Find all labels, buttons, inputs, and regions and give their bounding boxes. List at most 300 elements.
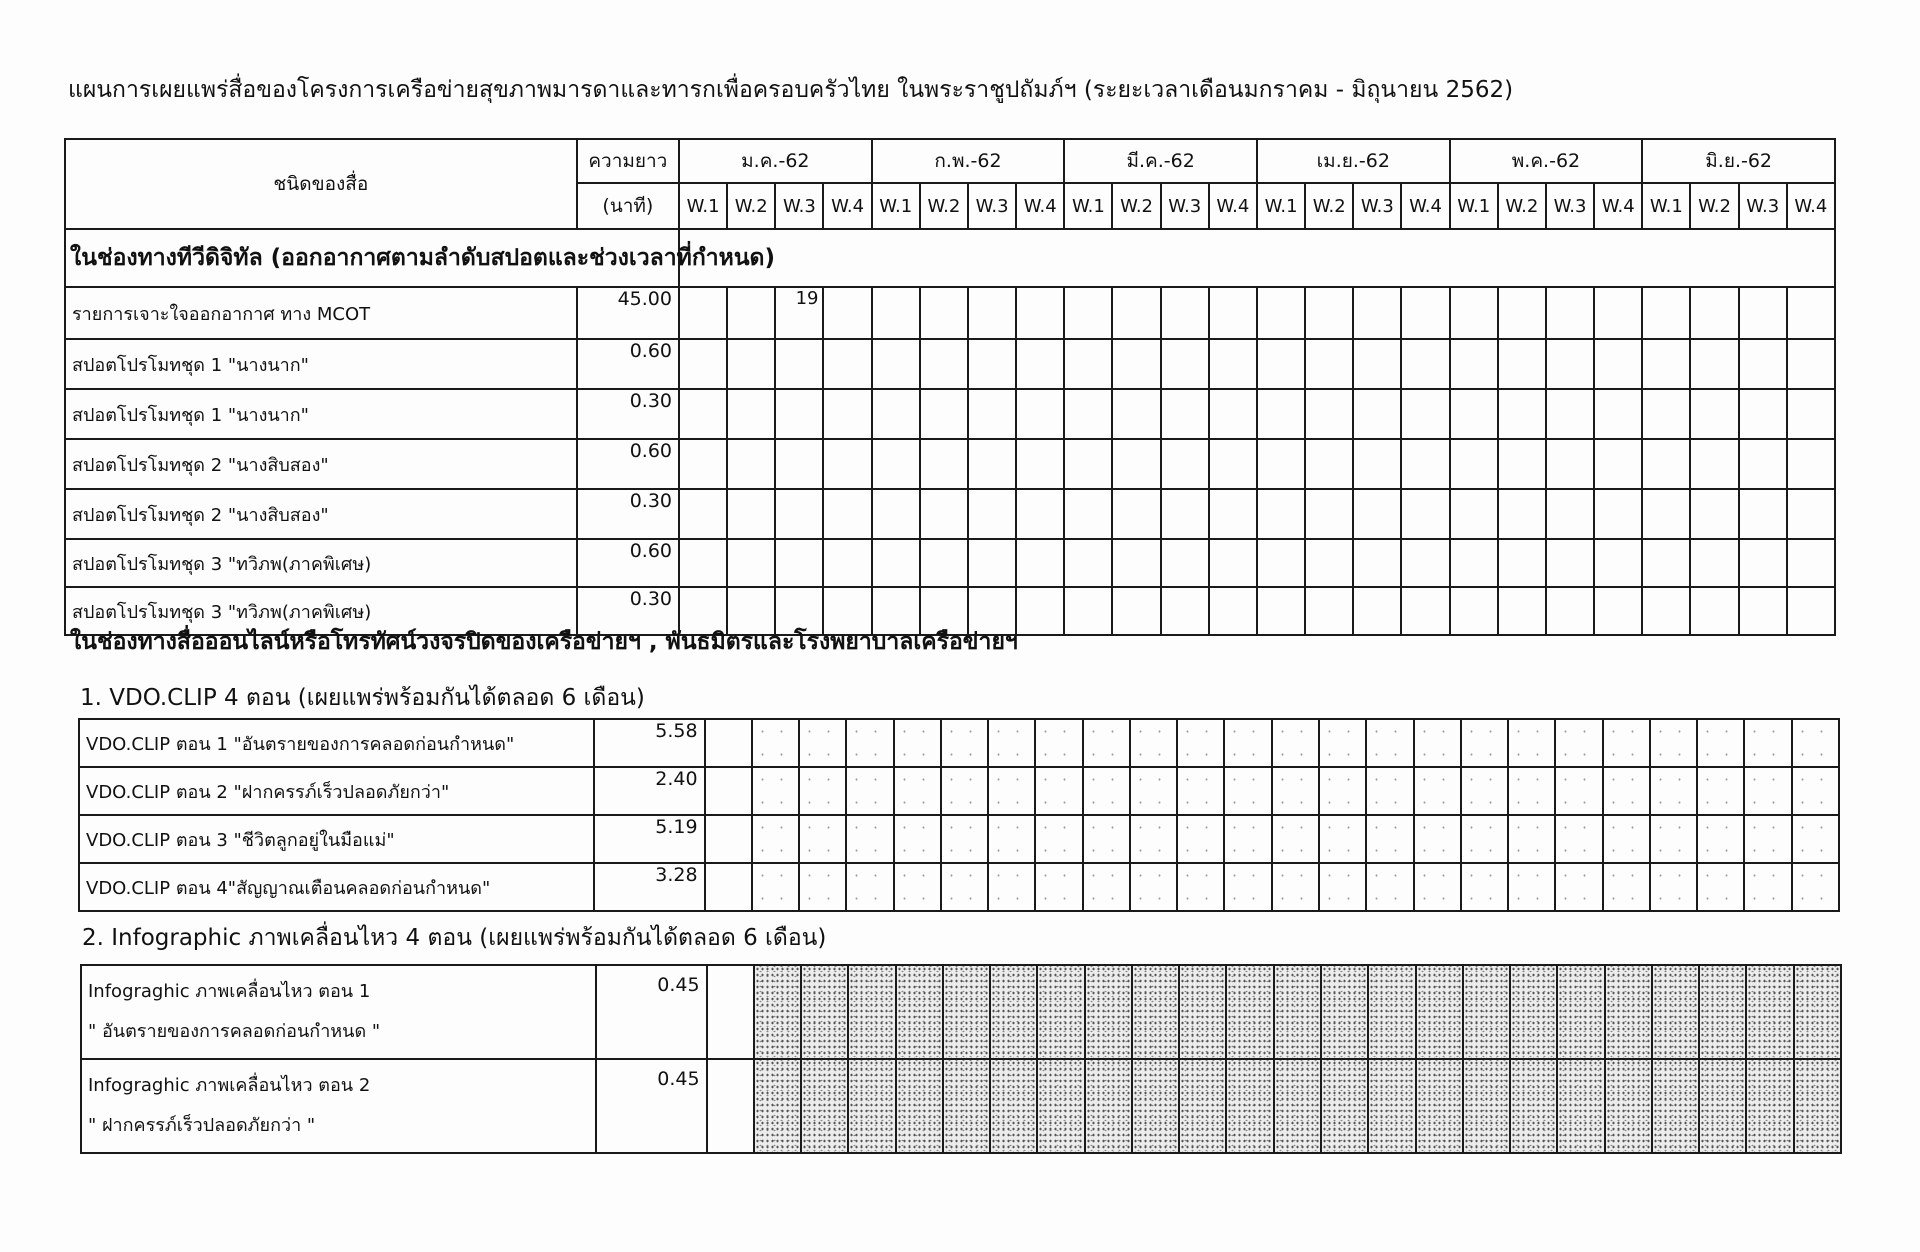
schedule-cell: [1746, 965, 1793, 1059]
schedule-cell: [848, 1059, 895, 1153]
schedule-cell: [1085, 965, 1132, 1059]
week-header: W.3: [1546, 183, 1594, 229]
schedule-cell: [679, 339, 727, 389]
schedule-cell: [1557, 1059, 1604, 1153]
media-name: สปอตโปรโมทชุด 2 "นางสิบสอง": [65, 489, 577, 539]
schedule-cell: [1546, 339, 1594, 389]
schedule-cell: [1161, 339, 1209, 389]
week-header: W.1: [1064, 183, 1112, 229]
schedule-cell: [1083, 719, 1130, 767]
schedule-cell: [1739, 489, 1787, 539]
schedule-cell: [1461, 815, 1508, 863]
week-header: W.4: [1401, 183, 1449, 229]
schedule-cell: [1787, 389, 1835, 439]
media-type-header: [65, 139, 577, 229]
schedule-cell: [941, 815, 988, 863]
week-header: W.2: [1498, 183, 1546, 229]
length-unit-header: (นาที): [577, 183, 679, 229]
schedule-cell: [1130, 767, 1177, 815]
schedule-cell: [1368, 1059, 1415, 1153]
section-tv-empty: [679, 229, 1835, 287]
schedule-cell: [1690, 389, 1738, 439]
schedule-cell: [1274, 1059, 1321, 1153]
schedule-cell: [1642, 287, 1690, 339]
month-header: พ.ค.-62: [1450, 139, 1643, 183]
schedule-cell: [1319, 767, 1366, 815]
schedule-cell: [1161, 287, 1209, 339]
schedule-cell: [1401, 389, 1449, 439]
media-length: 5.19: [594, 815, 705, 863]
schedule-cell: [823, 489, 871, 539]
schedule-cell: [1401, 339, 1449, 389]
schedule-cell: [1272, 767, 1319, 815]
schedule-cell: [1642, 339, 1690, 389]
schedule-cell: [1690, 489, 1738, 539]
schedule-cell: [872, 389, 920, 439]
schedule-cell: [1414, 863, 1461, 911]
schedule-cell: [705, 767, 752, 815]
table-row: [81, 965, 1841, 1059]
schedule-cell: [1739, 439, 1787, 489]
schedule-cell: [799, 815, 846, 863]
month-header: ม.ค.-62: [679, 139, 872, 183]
schedule-cell: [1642, 539, 1690, 587]
schedule-cell: [1699, 1059, 1746, 1153]
schedule-cell: [775, 489, 823, 539]
schedule-cell: [1739, 587, 1787, 635]
schedule-cell: [1510, 965, 1557, 1059]
info-schedule-table: [80, 964, 1842, 1154]
table-row: [65, 339, 1835, 389]
schedule-cell: [1739, 389, 1787, 439]
schedule-cell: [799, 767, 846, 815]
schedule-cell: [1739, 339, 1787, 389]
media-name-line2: " ฝากครรภ์เร็วปลอดภัยกว่า ": [88, 1115, 316, 1136]
schedule-cell: [846, 815, 893, 863]
schedule-cell: [1257, 439, 1305, 489]
schedule-cell: [894, 815, 941, 863]
schedule-cell: [1594, 439, 1642, 489]
schedule-cell: [1209, 587, 1257, 635]
media-length: 0.30: [577, 587, 679, 635]
schedule-cell: [1690, 587, 1738, 635]
schedule-cell: [1257, 489, 1305, 539]
schedule-cell: [1787, 287, 1835, 339]
schedule-cell: [1594, 287, 1642, 339]
schedule-cell: [920, 539, 968, 587]
schedule-cell: [1083, 815, 1130, 863]
media-length: 0.60: [577, 539, 679, 587]
schedule-cell: [752, 767, 799, 815]
table-row: [81, 1059, 1841, 1153]
schedule-cell: [1366, 767, 1413, 815]
schedule-cell: [1603, 815, 1650, 863]
schedule-cell: [1366, 719, 1413, 767]
schedule-cell: 19: [775, 287, 823, 339]
schedule-cell: [823, 339, 871, 389]
schedule-cell: [1546, 439, 1594, 489]
schedule-cell: [1650, 815, 1697, 863]
schedule-cell: [1792, 767, 1839, 815]
schedule-cell: [1224, 767, 1271, 815]
schedule-cell: [1366, 863, 1413, 911]
schedule-cell: [920, 389, 968, 439]
schedule-cell: [1353, 439, 1401, 489]
schedule-cell: [1450, 287, 1498, 339]
schedule-cell: [775, 539, 823, 587]
media-length: 5.58: [594, 719, 705, 767]
media-length: 0.30: [577, 389, 679, 439]
schedule-cell: [1368, 965, 1415, 1059]
schedule-cell: [1699, 965, 1746, 1059]
schedule-cell: [1321, 1059, 1368, 1153]
schedule-cell: [1064, 287, 1112, 339]
week-header: W.2: [1690, 183, 1738, 229]
schedule-cell: [1416, 965, 1463, 1059]
schedule-cell: [1177, 719, 1224, 767]
schedule-cell: [1744, 719, 1791, 767]
week-header: W.3: [1353, 183, 1401, 229]
schedule-cell: [1787, 489, 1835, 539]
schedule-cell: [968, 339, 1016, 389]
section-online-title: ในช่องทางสื่อออนไลน์หรือโทรทัศน์วงจรปิดของเครือข่ายฯ , พันธมิตรและโรงพยาบาลเครือข่ายฯ: [70, 629, 1018, 655]
media-name: VDO.CLIP ตอน 2 "ฝากครรภ์เร็วปลอดภัยกว่า": [79, 767, 594, 815]
schedule-cell: [894, 767, 941, 815]
media-name: VDO.CLIP ตอน 1 "อันตรายของการคลอดก่อนกำหนด": [79, 719, 594, 767]
media-name-line1: Infograghic ภาพเคลื่อนไหว ตอน 2: [88, 1075, 371, 1096]
schedule-cell: [1508, 815, 1555, 863]
schedule-cell: [1642, 489, 1690, 539]
schedule-cell: [707, 965, 754, 1059]
schedule-cell: [1690, 287, 1738, 339]
schedule-cell: [1112, 287, 1160, 339]
schedule-cell: [1461, 863, 1508, 911]
schedule-cell: [1035, 767, 1082, 815]
media-name: รายการเจาะใจออกอากาศ ทาง MCOT: [65, 287, 577, 339]
schedule-cell: [1319, 719, 1366, 767]
schedule-cell: [1546, 587, 1594, 635]
schedule-cell: [1463, 965, 1510, 1059]
schedule-cell: [1746, 1059, 1793, 1153]
schedule-cell: [1744, 815, 1791, 863]
schedule-cell: [1132, 965, 1179, 1059]
schedule-cell: [1555, 815, 1602, 863]
week-header: W.3: [775, 183, 823, 229]
schedule-cell: [968, 539, 1016, 587]
schedule-cell: [1035, 815, 1082, 863]
schedule-cell: [1130, 719, 1177, 767]
schedule-cell: [1697, 767, 1744, 815]
schedule-cell: [775, 339, 823, 389]
media-name: สปอตโปรโมทชุด 3 "ทวิภพ(ภาคพิเศษ): [65, 587, 577, 635]
schedule-cell: [1016, 439, 1064, 489]
schedule-cell: [1498, 389, 1546, 439]
schedule-cell: [823, 439, 871, 489]
schedule-cell: [1642, 389, 1690, 439]
schedule-cell: [1064, 389, 1112, 439]
schedule-cell: [752, 719, 799, 767]
schedule-cell: [1594, 587, 1642, 635]
schedule-cell: [1792, 815, 1839, 863]
schedule-cell: [990, 965, 1037, 1059]
schedule-cell: [941, 767, 988, 815]
schedule-cell: [1016, 539, 1064, 587]
schedule-cell: [894, 719, 941, 767]
schedule-cell: [1305, 587, 1353, 635]
schedule-cell: [1177, 767, 1224, 815]
schedule-cell: [1401, 539, 1449, 587]
schedule-cell: [848, 965, 895, 1059]
schedule-cell: [1161, 587, 1209, 635]
schedule-cell: [920, 287, 968, 339]
schedule-cell: [1690, 339, 1738, 389]
schedule-cell: [1510, 1059, 1557, 1153]
schedule-cell: [679, 287, 727, 339]
table-row: [65, 539, 1835, 587]
schedule-cell: [1594, 339, 1642, 389]
schedule-cell: [775, 389, 823, 439]
schedule-cell: [1401, 489, 1449, 539]
schedule-cell: [823, 389, 871, 439]
schedule-cell: [727, 489, 775, 539]
schedule-cell: [968, 489, 1016, 539]
schedule-cell: [727, 539, 775, 587]
schedule-cell: [1546, 489, 1594, 539]
schedule-cell: [1064, 339, 1112, 389]
schedule-cell: [920, 439, 968, 489]
schedule-cell: [1321, 965, 1368, 1059]
schedule-cell: [1257, 287, 1305, 339]
schedule-cell: [1209, 489, 1257, 539]
schedule-cell: [1744, 863, 1791, 911]
media-length: 0.60: [577, 439, 679, 489]
schedule-cell: [1508, 863, 1555, 911]
schedule-cell: [679, 389, 727, 439]
schedule-cell: [941, 863, 988, 911]
media-name: VDO.CLIP ตอน 3 "ชีวิตลูกอยู่ในมือแม่": [79, 815, 594, 863]
schedule-cell: [1498, 287, 1546, 339]
schedule-cell: [1112, 489, 1160, 539]
schedule-cell: [679, 439, 727, 489]
schedule-cell: [1179, 965, 1226, 1059]
schedule-cell: [1016, 339, 1064, 389]
schedule-cell: [1161, 439, 1209, 489]
schedule-cell: [1305, 389, 1353, 439]
page-title: แผนการเผยแพร่สื่อของโครงการเครือข่ายสุขภาพมารดาและทารกเพื่อครอบครัวไทย ในพระราชูปถัมภ์ฯ (ระยะเวลาเดือนมกราคม - มิถุนายน 2562): [68, 77, 1514, 103]
schedule-cell: [823, 539, 871, 587]
schedule-cell: [801, 1059, 848, 1153]
schedule-cell: [679, 539, 727, 587]
schedule-cell: [846, 719, 893, 767]
schedule-cell: [705, 815, 752, 863]
vdo-schedule-table: [78, 718, 1840, 912]
schedule-cell: [1546, 539, 1594, 587]
schedule-cell: [1498, 339, 1546, 389]
schedule-cell: [894, 863, 941, 911]
schedule-cell: [1226, 1059, 1273, 1153]
schedule-cell: [1739, 287, 1787, 339]
table-row: [65, 287, 1835, 339]
schedule-cell: [872, 539, 920, 587]
schedule-cell: [1305, 439, 1353, 489]
schedule-cell: [1508, 719, 1555, 767]
schedule-cell: [1416, 1059, 1463, 1153]
schedule-cell: [872, 489, 920, 539]
schedule-cell: [1132, 1059, 1179, 1153]
table-row: [79, 815, 1839, 863]
media-length: 2.40: [594, 767, 705, 815]
schedule-cell: [1794, 1059, 1841, 1153]
schedule-cell: [1690, 439, 1738, 489]
schedule-cell: [872, 339, 920, 389]
schedule-cell: [1305, 539, 1353, 587]
schedule-cell: [1209, 539, 1257, 587]
schedule-cell: [1697, 863, 1744, 911]
media-name: สปอตโปรโมทชุด 2 "นางสิบสอง": [65, 439, 577, 489]
schedule-cell: [846, 767, 893, 815]
schedule-cell: [920, 489, 968, 539]
schedule-cell: [1353, 489, 1401, 539]
schedule-cell: [1272, 719, 1319, 767]
schedule-cell: [1414, 815, 1461, 863]
schedule-cell: [1319, 863, 1366, 911]
schedule-cell: [1016, 587, 1064, 635]
week-header: W.2: [727, 183, 775, 229]
schedule-cell: [1224, 719, 1271, 767]
schedule-cell: [1083, 863, 1130, 911]
schedule-cell: [1130, 815, 1177, 863]
schedule-cell: [1226, 965, 1273, 1059]
schedule-cell: [1161, 539, 1209, 587]
schedule-cell: [799, 719, 846, 767]
schedule-cell: [1130, 863, 1177, 911]
schedule-cell: [1744, 767, 1791, 815]
schedule-cell: [799, 863, 846, 911]
schedule-cell: [1463, 1059, 1510, 1153]
schedule-cell: [1209, 339, 1257, 389]
schedule-cell: [1037, 965, 1084, 1059]
schedule-cell: [1401, 439, 1449, 489]
section-tv-title: ในช่องทางทีวีดิจิทัล (ออกอากาศตามลำดับสปอตและช่วงเวลาที่กำหนด): [65, 229, 679, 287]
schedule-cell: [1016, 287, 1064, 339]
schedule-cell: [1794, 965, 1841, 1059]
week-header: W.4: [1594, 183, 1642, 229]
schedule-cell: [1037, 1059, 1084, 1153]
table-row: [79, 863, 1839, 911]
schedule-cell: [1498, 439, 1546, 489]
media-name: สปอตโปรโมทชุด 1 "นางนาก": [65, 339, 577, 389]
schedule-cell: [1792, 719, 1839, 767]
schedule-cell: [1305, 339, 1353, 389]
schedule-cell: [1697, 815, 1744, 863]
schedule-cell: [990, 1059, 1037, 1153]
schedule-cell: [1652, 1059, 1699, 1153]
schedule-cell: [1401, 287, 1449, 339]
schedule-cell: [1690, 539, 1738, 587]
media-name: สปอตโปรโมทชุด 1 "นางนาก": [65, 389, 577, 439]
schedule-cell: [1353, 339, 1401, 389]
week-header: W.2: [1112, 183, 1160, 229]
schedule-cell: [1179, 1059, 1226, 1153]
schedule-cell: [1319, 815, 1366, 863]
table-row: [79, 719, 1839, 767]
schedule-cell: [1161, 489, 1209, 539]
schedule-cell: [727, 339, 775, 389]
media-length: 0.60: [577, 339, 679, 389]
schedule-cell: [1450, 539, 1498, 587]
schedule-cell: [1450, 587, 1498, 635]
schedule-cell: [1787, 439, 1835, 489]
media-name: VDO.CLIP ตอน 4"สัญญาณเตือนคลอดก่อนกำหนด": [79, 863, 594, 911]
schedule-cell: [1085, 1059, 1132, 1153]
schedule-cell: [1642, 587, 1690, 635]
week-header: W.1: [1642, 183, 1690, 229]
schedule-cell: [1083, 767, 1130, 815]
media-name: สปอตโปรโมทชุด 3 "ทวิภพ(ภาคพิเศษ): [65, 539, 577, 587]
schedule-cell: [1353, 587, 1401, 635]
week-header: W.2: [1305, 183, 1353, 229]
schedule-cell: [1161, 389, 1209, 439]
schedule-cell: [1064, 587, 1112, 635]
schedule-cell: [1274, 965, 1321, 1059]
schedule-cell: [1272, 863, 1319, 911]
schedule-cell: [1353, 287, 1401, 339]
schedule-cell: [1555, 863, 1602, 911]
week-header: W.4: [823, 183, 871, 229]
schedule-cell: [896, 1059, 943, 1153]
schedule-cell: [1450, 339, 1498, 389]
schedule-cell: [988, 767, 1035, 815]
schedule-cell: [775, 439, 823, 489]
schedule-cell: [1257, 587, 1305, 635]
schedule-cell: [801, 965, 848, 1059]
schedule-cell: [1224, 815, 1271, 863]
schedule-cell: [1112, 587, 1160, 635]
schedule-cell: [1209, 287, 1257, 339]
schedule-cell: [1305, 287, 1353, 339]
schedule-cell: [968, 287, 1016, 339]
schedule-cell: [846, 863, 893, 911]
length-header: ความยาว: [577, 139, 679, 183]
week-header: W.4: [1016, 183, 1064, 229]
table-row: [79, 767, 1839, 815]
schedule-cell: [872, 287, 920, 339]
schedule-cell: [1555, 767, 1602, 815]
schedule-cell: [872, 439, 920, 489]
media-name: [81, 965, 596, 1059]
schedule-cell: [1209, 439, 1257, 489]
schedule-cell: [968, 389, 1016, 439]
schedule-cell: [1353, 389, 1401, 439]
month-header: มี.ค.-62: [1064, 139, 1257, 183]
schedule-cell: [752, 815, 799, 863]
schedule-cell: [1112, 339, 1160, 389]
schedule-cell: [941, 719, 988, 767]
schedule-cell: [1401, 587, 1449, 635]
schedule-cell: [1650, 863, 1697, 911]
schedule-cell: [752, 863, 799, 911]
schedule-cell: [1016, 389, 1064, 439]
schedule-cell: [727, 287, 775, 339]
schedule-cell: [1787, 539, 1835, 587]
schedule-cell: [1064, 489, 1112, 539]
schedule-cell: [1603, 719, 1650, 767]
media-name-line2: " อันตรายของการคลอดก่อนกำหนด ": [88, 1021, 381, 1042]
schedule-cell: [1557, 965, 1604, 1059]
schedule-cell: [1787, 587, 1835, 635]
schedule-cell: [988, 815, 1035, 863]
schedule-cell: [679, 489, 727, 539]
